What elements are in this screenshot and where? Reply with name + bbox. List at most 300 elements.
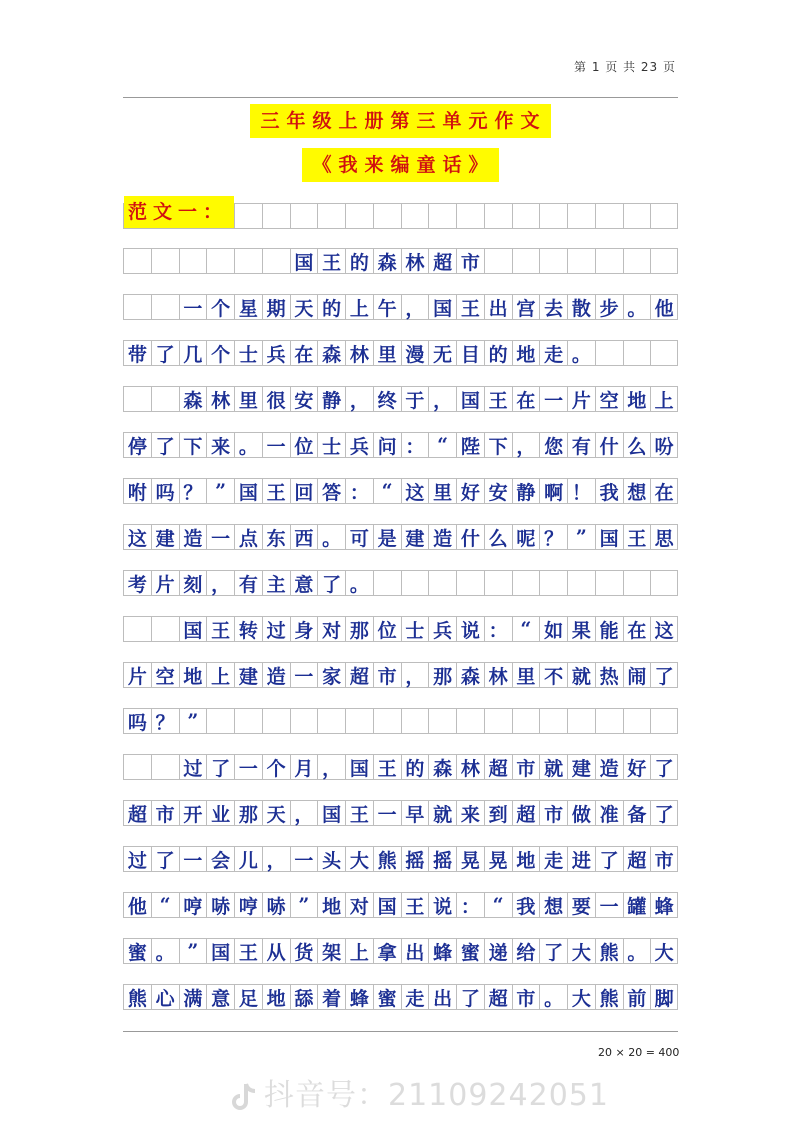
grid-cell: 市 (512, 754, 540, 780)
grid-cell: 头 (317, 846, 345, 872)
grid-cell: 蜂 (650, 892, 678, 918)
grid-cell: 超 (428, 248, 456, 274)
unit-title: 三年级上册第三单元作文 (250, 104, 550, 138)
grid-cell (512, 203, 540, 229)
grid-cell (317, 708, 345, 734)
grid-cell (373, 203, 401, 229)
grid-cell: 王 (623, 524, 651, 550)
grid-cell: 我 (512, 892, 540, 918)
grid-cell: 建 (151, 524, 179, 550)
grid-cell: 地 (623, 386, 651, 412)
grid-cell (456, 570, 484, 596)
grid-cell: 王 (206, 616, 234, 642)
grid-cell: ， (401, 294, 429, 320)
grid-cell: 天 (262, 800, 290, 826)
grid-cell (345, 708, 373, 734)
grid-cell: 熊 (123, 984, 151, 1010)
grid-cell (650, 203, 678, 229)
grid-cell: 过 (123, 846, 151, 872)
grid-cell (623, 248, 651, 274)
watermark-text: 抖音号：21109242051 (264, 1078, 609, 1113)
grid-cell: 主 (262, 570, 290, 596)
grid-cell: 晃 (484, 846, 512, 872)
grid-cell: 从 (262, 938, 290, 964)
grid-cell: 哼 (234, 892, 262, 918)
grid-cell: 对 (317, 616, 345, 642)
grid-cell: 呢 (512, 524, 540, 550)
grid-cell (123, 386, 151, 412)
grid-cell: ， (401, 662, 429, 688)
grid-cell (539, 708, 567, 734)
grid-cell: 给 (512, 938, 540, 964)
grid-cell: 蜂 (428, 938, 456, 964)
grid-cell: 咐 (123, 478, 151, 504)
grid-cell: 在 (623, 616, 651, 642)
grid-cell: 国 (345, 754, 373, 780)
grid-cell (262, 708, 290, 734)
grid-cell: 走 (539, 340, 567, 366)
grid-cell: 那 (345, 616, 373, 642)
grid-row (123, 846, 678, 872)
grid-cell: 森 (456, 662, 484, 688)
grid-cell (595, 570, 623, 596)
grid-cell: 国 (179, 616, 207, 642)
grid-cell: 进 (567, 846, 595, 872)
page-number: 第 1 页 共 23 页 (574, 60, 676, 74)
tiktok-icon (232, 1082, 258, 1112)
grid-cell: ！ (567, 478, 595, 504)
grid-cell: 一 (290, 662, 318, 688)
grid-cell: 熊 (595, 984, 623, 1010)
grid-cell: 地 (512, 340, 540, 366)
grid-cell (595, 203, 623, 229)
grid-cell (428, 203, 456, 229)
grid-cell: 国 (206, 938, 234, 964)
grid-cell (234, 708, 262, 734)
grid-cell (290, 203, 318, 229)
grid-cell (539, 203, 567, 229)
grid-cell: 一 (262, 432, 290, 458)
grid-cell: 森 (373, 248, 401, 274)
grid-cell: ： (456, 892, 484, 918)
grid-cell: 建 (567, 754, 595, 780)
grid-cell: 儿 (234, 846, 262, 872)
grid-cell: 这 (123, 524, 151, 550)
grid-row (123, 938, 678, 964)
grid-cell: 蜂 (345, 984, 373, 1010)
grid-cell: 。 (539, 984, 567, 1010)
grid-cell: 士 (234, 340, 262, 366)
grid-cell (401, 203, 429, 229)
grid-cell: 森 (317, 340, 345, 366)
grid-cell: 他 (650, 294, 678, 320)
grid-cell: 走 (401, 984, 429, 1010)
grid-cell: 一 (206, 524, 234, 550)
grid-cell (179, 248, 207, 274)
grid-cell: 安 (484, 478, 512, 504)
grid-cell: 热 (595, 662, 623, 688)
grid-cell (401, 570, 429, 596)
grid-cell: 果 (567, 616, 595, 642)
grid-cell: 要 (567, 892, 595, 918)
grid-cell: ” (290, 892, 318, 918)
grid-cell: 开 (179, 800, 207, 826)
grid-cell (484, 203, 512, 229)
grid-cell: 大 (345, 846, 373, 872)
grid-cell: 身 (290, 616, 318, 642)
grid-count: 20 × 20 = 400 (598, 1046, 680, 1059)
grid-cell: ， (345, 386, 373, 412)
grid-cell (123, 616, 151, 642)
grid-cell: 很 (262, 386, 290, 412)
grid-row (123, 754, 678, 780)
grid-cell: 一 (290, 846, 318, 872)
grid-row (123, 248, 678, 274)
grid-cell (512, 708, 540, 734)
sample-label: 范文一： (124, 196, 234, 228)
grid-cell: ， (290, 800, 318, 826)
grid-cell: 了 (151, 340, 179, 366)
grid-cell: 林 (206, 386, 234, 412)
grid-cell: ” (179, 938, 207, 964)
grid-cell: 想 (539, 892, 567, 918)
grid-cell: 如 (539, 616, 567, 642)
grid-cell: 什 (595, 432, 623, 458)
grid-cell: 着 (317, 984, 345, 1010)
grid-row (123, 892, 678, 918)
grid-cell (151, 294, 179, 320)
grid-row (123, 340, 678, 366)
grid-cell: 出 (484, 294, 512, 320)
grid-cell: 一 (234, 754, 262, 780)
grid-cell: 的 (345, 248, 373, 274)
grid-cell: 。 (623, 938, 651, 964)
grid-cell (595, 708, 623, 734)
grid-cell: 了 (650, 800, 678, 826)
grid-cell (123, 248, 151, 274)
grid-cell (262, 203, 290, 229)
grid-row (123, 386, 678, 412)
grid-cell: 摇 (428, 846, 456, 872)
grid-cell: 晃 (456, 846, 484, 872)
grid-cell: 造 (595, 754, 623, 780)
grid-cell: 好 (623, 754, 651, 780)
grid-cell: 。 (567, 340, 595, 366)
grid-cell: 什 (456, 524, 484, 550)
grid-cell: 空 (595, 386, 623, 412)
grid-cell: “ (373, 478, 401, 504)
grid-cell: 去 (539, 294, 567, 320)
grid-cell: 停 (123, 432, 151, 458)
grid-row (123, 524, 678, 550)
grid-cell (234, 248, 262, 274)
grid-cell: 森 (179, 386, 207, 412)
grid-cell: 走 (539, 846, 567, 872)
grid-cell: 么 (623, 432, 651, 458)
grid-cell: ？ (151, 708, 179, 734)
grid-cell: 国 (317, 800, 345, 826)
grid-cell: 刻 (179, 570, 207, 596)
grid-cell: 在 (512, 386, 540, 412)
grid-row (123, 984, 678, 1010)
grid-cell: 在 (650, 478, 678, 504)
grid-cell: 不 (539, 662, 567, 688)
grid-cell: 地 (179, 662, 207, 688)
grid-cell: 一 (595, 892, 623, 918)
grid-cell: 在 (290, 340, 318, 366)
grid-cell: 上 (345, 938, 373, 964)
grid-cell: 那 (428, 662, 456, 688)
grid-cell: 过 (262, 616, 290, 642)
grid-cell: 思 (650, 524, 678, 550)
grid-cell: 一 (539, 386, 567, 412)
grid-cell: 上 (206, 662, 234, 688)
grid-cell: 哼 (179, 892, 207, 918)
grid-cell: ， (262, 846, 290, 872)
grid-cell: 兵 (262, 340, 290, 366)
grid-cell: 就 (428, 800, 456, 826)
grid-cell: 空 (151, 662, 179, 688)
grid-cell: 国 (373, 892, 401, 918)
grid-cell: 是 (373, 524, 401, 550)
grid-cell: 蜜 (456, 938, 484, 964)
grid-cell (428, 708, 456, 734)
grid-cell (539, 570, 567, 596)
grid-cell (567, 570, 595, 596)
grid-cell: 静 (317, 386, 345, 412)
grid-cell: 超 (484, 754, 512, 780)
grid-cell: 闹 (623, 662, 651, 688)
grid-cell: 来 (456, 800, 484, 826)
grid-cell (317, 203, 345, 229)
grid-cell: 意 (290, 570, 318, 596)
grid-cell: 。 (234, 432, 262, 458)
grid-cell: ： (345, 478, 373, 504)
grid-cell: 的 (484, 340, 512, 366)
grid-cell: 市 (512, 984, 540, 1010)
grid-cell: 大 (567, 938, 595, 964)
grid-cell (623, 203, 651, 229)
grid-cell: 市 (373, 662, 401, 688)
title-line-2 (123, 148, 678, 182)
grid-cell (623, 570, 651, 596)
grid-cell: 前 (623, 984, 651, 1010)
grid-cell: 了 (151, 432, 179, 458)
grid-cell: 里 (373, 340, 401, 366)
grid-cell: 我 (595, 478, 623, 504)
grid-row (123, 800, 678, 826)
grid-cell: 里 (428, 478, 456, 504)
grid-cell: 蜜 (373, 984, 401, 1010)
grid-cell: 备 (623, 800, 651, 826)
grid-cell (262, 248, 290, 274)
grid-cell: 个 (262, 754, 290, 780)
grid-cell: 散 (567, 294, 595, 320)
grid-cell: 造 (262, 662, 290, 688)
grid-cell: 出 (401, 938, 429, 964)
grid-cell: 造 (428, 524, 456, 550)
grid-cell: 超 (123, 800, 151, 826)
grid-cell: 可 (345, 524, 373, 550)
grid-cell: 个 (206, 294, 234, 320)
grid-cell: “ (512, 616, 540, 642)
grid-cell: 超 (484, 984, 512, 1010)
grid-cell: 王 (345, 800, 373, 826)
grid-cell: ” (179, 708, 207, 734)
grid-cell (456, 203, 484, 229)
grid-cell (484, 248, 512, 274)
grid-cell: 回 (290, 478, 318, 504)
grid-cell: 上 (650, 386, 678, 412)
grid-cell (456, 708, 484, 734)
watermark (232, 1070, 609, 1114)
grid-cell: 考 (123, 570, 151, 596)
grid-cell: 里 (512, 662, 540, 688)
grid-cell: 拿 (373, 938, 401, 964)
grid-cell (206, 248, 234, 274)
grid-cell: 脚 (650, 984, 678, 1010)
grid-cell: 就 (567, 662, 595, 688)
grid-cell: 摇 (401, 846, 429, 872)
grid-cell: 地 (317, 892, 345, 918)
grid-cell (595, 248, 623, 274)
grid-cell: 超 (623, 846, 651, 872)
grid-cell: ， (512, 432, 540, 458)
grid-cell: 王 (317, 248, 345, 274)
grid-cell: 蜜 (123, 938, 151, 964)
grid-cell: 了 (539, 938, 567, 964)
grid-row (123, 294, 678, 320)
grid-cell: 家 (317, 662, 345, 688)
grid-cell: 。 (151, 938, 179, 964)
grid-cell: 漫 (401, 340, 429, 366)
grid-cell: 林 (345, 340, 373, 366)
grid-cell: 么 (484, 524, 512, 550)
grid-cell: 目 (456, 340, 484, 366)
grid-cell: 午 (373, 294, 401, 320)
grid-cell: 一 (373, 800, 401, 826)
grid-cell: 王 (484, 386, 512, 412)
grid-cell: 位 (290, 432, 318, 458)
grid-cell: 下 (179, 432, 207, 458)
grid-row (123, 478, 678, 504)
grid-cell (123, 294, 151, 320)
grid-cell: 个 (206, 340, 234, 366)
grid-cell: 于 (401, 386, 429, 412)
grid-cell: 熊 (595, 938, 623, 964)
grid-cell: 吗 (123, 708, 151, 734)
grid-cell: 建 (401, 524, 429, 550)
grid-cell (151, 386, 179, 412)
grid-cell (512, 570, 540, 596)
grid-cell: 心 (151, 984, 179, 1010)
grid-cell: “ (151, 892, 179, 918)
grid-cell: 能 (595, 616, 623, 642)
grid-cell: 到 (484, 800, 512, 826)
grid-cell (373, 708, 401, 734)
composition-sheet (123, 97, 678, 1032)
title-line-1 (123, 104, 678, 138)
grid-row (123, 708, 678, 734)
grid-cell: 他 (123, 892, 151, 918)
grid-cell (650, 570, 678, 596)
grid-cell (595, 340, 623, 366)
grid-cell: 哧 (206, 892, 234, 918)
grid-cell: 市 (650, 846, 678, 872)
grid-cell (123, 754, 151, 780)
grid-cell: 一 (179, 294, 207, 320)
grid-cell: “ (484, 892, 512, 918)
grid-cell: 吩 (650, 432, 678, 458)
grid-cell: 这 (650, 616, 678, 642)
grid-cell (373, 570, 401, 596)
grid-cell: ” (567, 524, 595, 550)
grid-cell: 点 (234, 524, 262, 550)
grid-cell: 超 (345, 662, 373, 688)
grid-cell (650, 340, 678, 366)
grid-cell: 片 (567, 386, 595, 412)
grid-cell (623, 340, 651, 366)
grid-cell: 士 (401, 616, 429, 642)
grid-cell (401, 708, 429, 734)
grid-cell: 足 (234, 984, 262, 1010)
grid-cell: 递 (484, 938, 512, 964)
grid-cell: 的 (401, 754, 429, 780)
grid-cell: 地 (512, 846, 540, 872)
grid-cell (290, 708, 318, 734)
grid-row (123, 662, 678, 688)
grid-cell: 罐 (623, 892, 651, 918)
grid-cell: 森 (428, 754, 456, 780)
grid-cell: 舔 (290, 984, 318, 1010)
grid-cell: 终 (373, 386, 401, 412)
grid-cell: 了 (151, 846, 179, 872)
grid-cell: 步 (595, 294, 623, 320)
grid-cell: 王 (456, 294, 484, 320)
grid-cell: ： (401, 432, 429, 458)
grid-cell: 位 (373, 616, 401, 642)
grid-cell: 王 (373, 754, 401, 780)
grid-cell (484, 708, 512, 734)
grid-cell: 了 (317, 570, 345, 596)
grid-cell: 静 (512, 478, 540, 504)
grid-cell: 对 (345, 892, 373, 918)
grid-cell: 市 (151, 800, 179, 826)
grid-cell: 答 (317, 478, 345, 504)
grid-cell: 说 (456, 616, 484, 642)
grid-cell (512, 248, 540, 274)
grid-cell: 士 (317, 432, 345, 458)
grid-cell: 想 (623, 478, 651, 504)
grid-cell: 国 (595, 524, 623, 550)
grid-cell: 的 (317, 294, 345, 320)
grid-cell (567, 248, 595, 274)
grid-cell: 无 (428, 340, 456, 366)
grid-cell (345, 203, 373, 229)
grid-cell: 了 (456, 984, 484, 1010)
grid-cell: 市 (539, 800, 567, 826)
grid-cell: 哧 (262, 892, 290, 918)
grid-cell: 来 (206, 432, 234, 458)
grid-cell: 。 (345, 570, 373, 596)
grid-cell: 了 (650, 754, 678, 780)
grid-cell: 大 (650, 938, 678, 964)
grid-cell: 了 (650, 662, 678, 688)
grid-cell: 那 (234, 800, 262, 826)
grid-cell: 问 (373, 432, 401, 458)
grid-cell: 这 (401, 478, 429, 504)
grid-cell: 几 (179, 340, 207, 366)
